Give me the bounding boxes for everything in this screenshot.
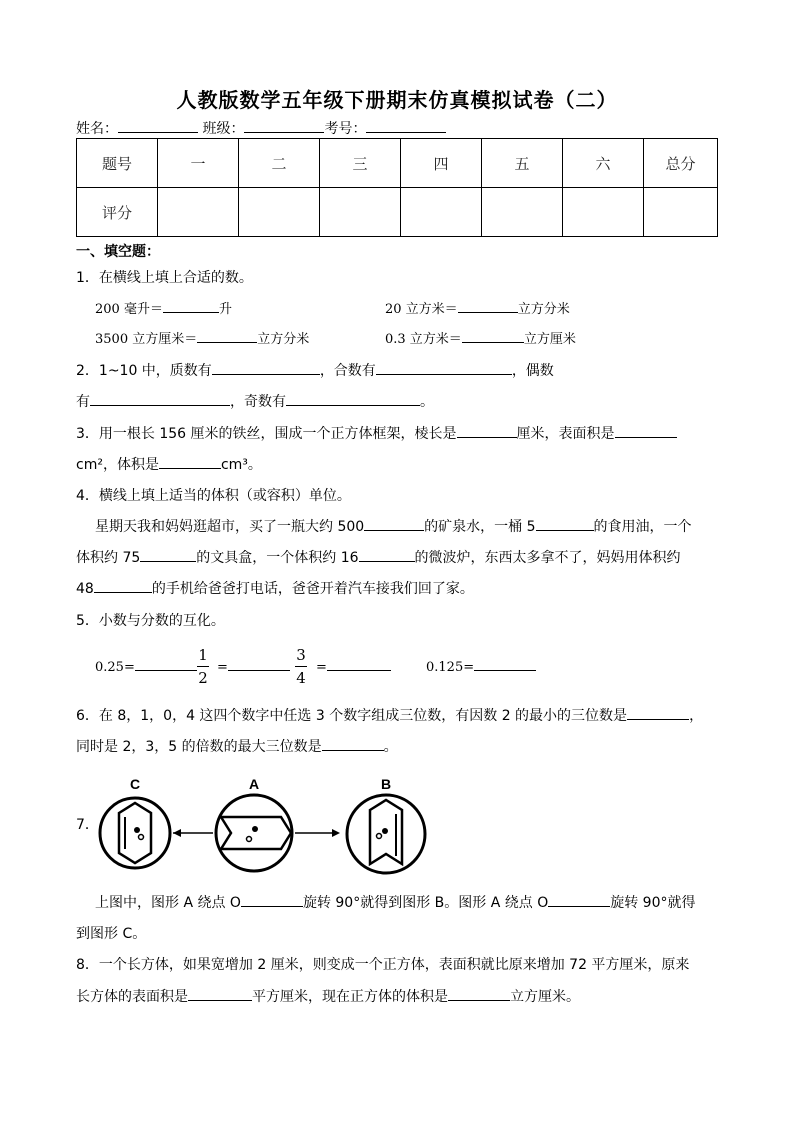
fraction-denominator: 4 [296,669,306,687]
q1-c-unit: 立方分米 [257,332,310,347]
q7-text: 旋转 90°就得 [610,895,696,911]
fraction-bar [197,666,209,667]
q1-d-unit: 立方厘米 [523,332,576,347]
answer-blank[interactable] [94,579,152,593]
q3-text: 3．用一根长 156 厘米的铁丝，围成一个正方体框架，棱长是 [76,426,457,442]
q7-number: 7． [76,817,99,833]
score-cell: 四 [401,139,482,188]
q4-line1 [95,516,692,536]
point-o-c [134,827,140,833]
q1-b [385,298,570,317]
q2-text: ，偶数 [511,363,554,379]
answer-blank[interactable] [457,424,517,438]
q1-b-text: 20 立方米＝ [385,302,458,317]
q1-stem: 1．在横线上填上合适的数。 [76,270,253,286]
q4-text: 的食用油，一个 [593,519,692,535]
q4-text: 体积约 75 [76,550,141,566]
answer-blank[interactable] [376,361,512,375]
q1-c [95,328,309,347]
class-blank[interactable] [244,119,324,133]
q5-eq2 [316,657,391,675]
answer-blank[interactable] [548,893,610,907]
q1-a-unit: 升 [218,302,232,317]
score-row-label: 评分 [77,188,158,237]
section-heading: 一、填空题： [76,244,160,260]
answer-blank[interactable] [163,299,219,313]
q4-text: 星期天我和妈妈逛超市，买了一瓶大约 500 [95,519,365,535]
arrow-to-b [295,829,340,837]
score-input-cell[interactable] [320,188,401,237]
q7-line2: 到图形 C。 [76,926,147,942]
answer-blank[interactable] [448,987,510,1001]
label-c: C [129,776,141,792]
q1-d-text: 0.3 立方米＝ [385,332,462,347]
q5-eq-text: = [217,660,228,675]
exam-no-label: 考号： [324,121,367,137]
q4-text: 48 [76,581,94,597]
q8-text: 长方体的表面积是 [76,989,188,1005]
q2-line1 [76,360,554,380]
q2-line2 [76,391,434,411]
answer-blank[interactable] [188,987,252,1001]
score-cell: 一 [158,139,239,188]
label-a: A [248,776,260,792]
q8-text: 平方厘米，现在正方体的体积是 [252,989,448,1005]
answer-blank[interactable] [140,548,196,562]
arrow-shape-c [119,803,151,863]
answer-blank[interactable] [212,361,320,375]
point-o-b [382,828,388,834]
answer-blank[interactable] [474,657,536,671]
answer-blank[interactable] [364,517,424,531]
figure-b [347,776,425,873]
answer-blank[interactable] [159,455,221,469]
q3-text: 厘米，表面积是 [516,426,615,442]
q2-text: ，合数有 [319,363,376,379]
q4-text: 的文具盒，一个体积约 16 [196,550,359,566]
q5-stem: 5．小数与分数的互化。 [76,613,225,629]
score-input-cell[interactable] [482,188,563,237]
answer-blank[interactable] [615,424,677,438]
score-cell: 三 [320,139,401,188]
arrow-to-c [173,829,213,837]
figure-c [100,776,170,868]
q6-text: ， [689,708,704,724]
circle-a [216,795,292,871]
q2-text: 。 [420,394,434,410]
score-input-cell[interactable] [239,188,320,237]
q7-text: 上图中，图形 A 绕点 O [95,895,241,911]
q1-a [95,298,232,317]
label-b: B [380,776,392,792]
q3-text: cm²，体积是 [76,457,159,473]
q3-text: cm³。 [220,457,262,473]
q6-line2 [76,736,398,756]
answer-blank[interactable] [327,657,391,671]
q5-eq-text: = [316,660,327,675]
score-cell: 总分 [644,139,718,188]
q7-text: 旋转 90°就得到图形 B。图形 A 绕点 O [302,895,549,911]
score-input-cell[interactable] [401,188,482,237]
point-o-a [252,826,258,832]
answer-blank[interactable] [90,392,230,406]
answer-blank[interactable] [462,329,524,343]
q4-stem: 4．横线上填上适当的体积（或容积）单位。 [76,488,351,504]
class-label: 班级： [202,121,245,137]
answer-blank[interactable] [359,548,415,562]
answer-blank[interactable] [458,299,518,313]
q6-text: 同时是 2，3，5 的倍数的最大三位数是 [76,739,322,755]
answer-blank[interactable] [197,329,257,343]
answer-blank[interactable] [536,517,594,531]
q5-a-text: 0.25= [95,660,135,675]
q2-text: 有 [76,394,90,410]
answer-blank[interactable] [627,706,689,720]
circle-c [100,798,170,868]
q4-text: 的微波炉，东西太多拿不了，妈妈用体积约 [414,550,681,566]
score-table-score-row [77,188,718,237]
q2-text: ，奇数有 [230,394,286,410]
q6-text: 。 [383,739,398,755]
rotation-figure [95,770,445,880]
circle-b [347,795,425,873]
q5-a [95,657,197,675]
score-table-header-row [77,139,718,188]
exam-no-blank[interactable] [366,119,446,133]
score-table [76,138,718,237]
q8-line2 [76,986,580,1006]
answer-blank[interactable] [286,392,420,406]
answer-blank[interactable] [241,893,303,907]
q8-text: 立方厘米。 [510,989,580,1005]
score-input-cell[interactable] [563,188,644,237]
q1-d [385,328,576,347]
student-info [76,118,446,138]
q4-line2 [76,547,681,567]
score-cell: 二 [239,139,320,188]
q7-line1 [95,892,696,912]
name-label: 姓名： [76,121,118,137]
q6-text: 6．在 8，1，0，4 这四个数字中任选 3 个数字组成三位数，有因数 2 的最小的三位数是 [76,708,628,724]
q3-line2 [76,454,262,474]
q3-line1 [76,423,677,443]
q2-text: 2．1~10 中，质数有 [76,363,212,379]
score-cell: 题号 [77,139,158,188]
q4-text: 的手机给爸爸打电话，爸爸开着汽车接我们回了家。 [151,581,474,597]
dot-b [377,834,382,839]
fraction-numerator: 1 [198,646,208,664]
fraction-denominator: 2 [198,669,208,687]
score-input-cell[interactable] [158,188,239,237]
name-blank[interactable] [118,119,198,133]
q1-c-text: 3500 立方厘米＝ [95,332,198,347]
q4-line3 [76,578,474,598]
score-cell: 五 [482,139,563,188]
answer-blank[interactable] [135,657,197,671]
q6-line1 [76,705,703,725]
q8-line1: 8．一个长方体，如果宽增加 2 厘米，则变成一个正方体，表面积就比原来增加 72 平方厘米，原来 [76,957,690,973]
q5-eq1 [217,657,290,675]
fraction-bar [295,666,307,667]
answer-blank[interactable] [322,737,384,751]
answer-blank[interactable] [228,657,290,671]
arrow-shape-a [221,817,291,849]
q1-b-unit: 立方分米 [517,302,570,317]
score-cell: 六 [563,139,644,188]
dot-c [139,835,144,840]
page-title: 人教版数学五年级下册期末仿真模拟试卷（二） [176,88,618,112]
q4-text: 的矿泉水，一桶 5 [424,519,536,535]
score-input-cell[interactable] [644,188,718,237]
q5-b [426,657,536,675]
dot-a [247,837,252,842]
fraction-numerator: 3 [296,646,306,664]
q5-b-text: 0.125= [426,660,475,675]
figure-a [216,776,292,871]
q1-a-text: 200 毫升＝ [95,302,163,317]
